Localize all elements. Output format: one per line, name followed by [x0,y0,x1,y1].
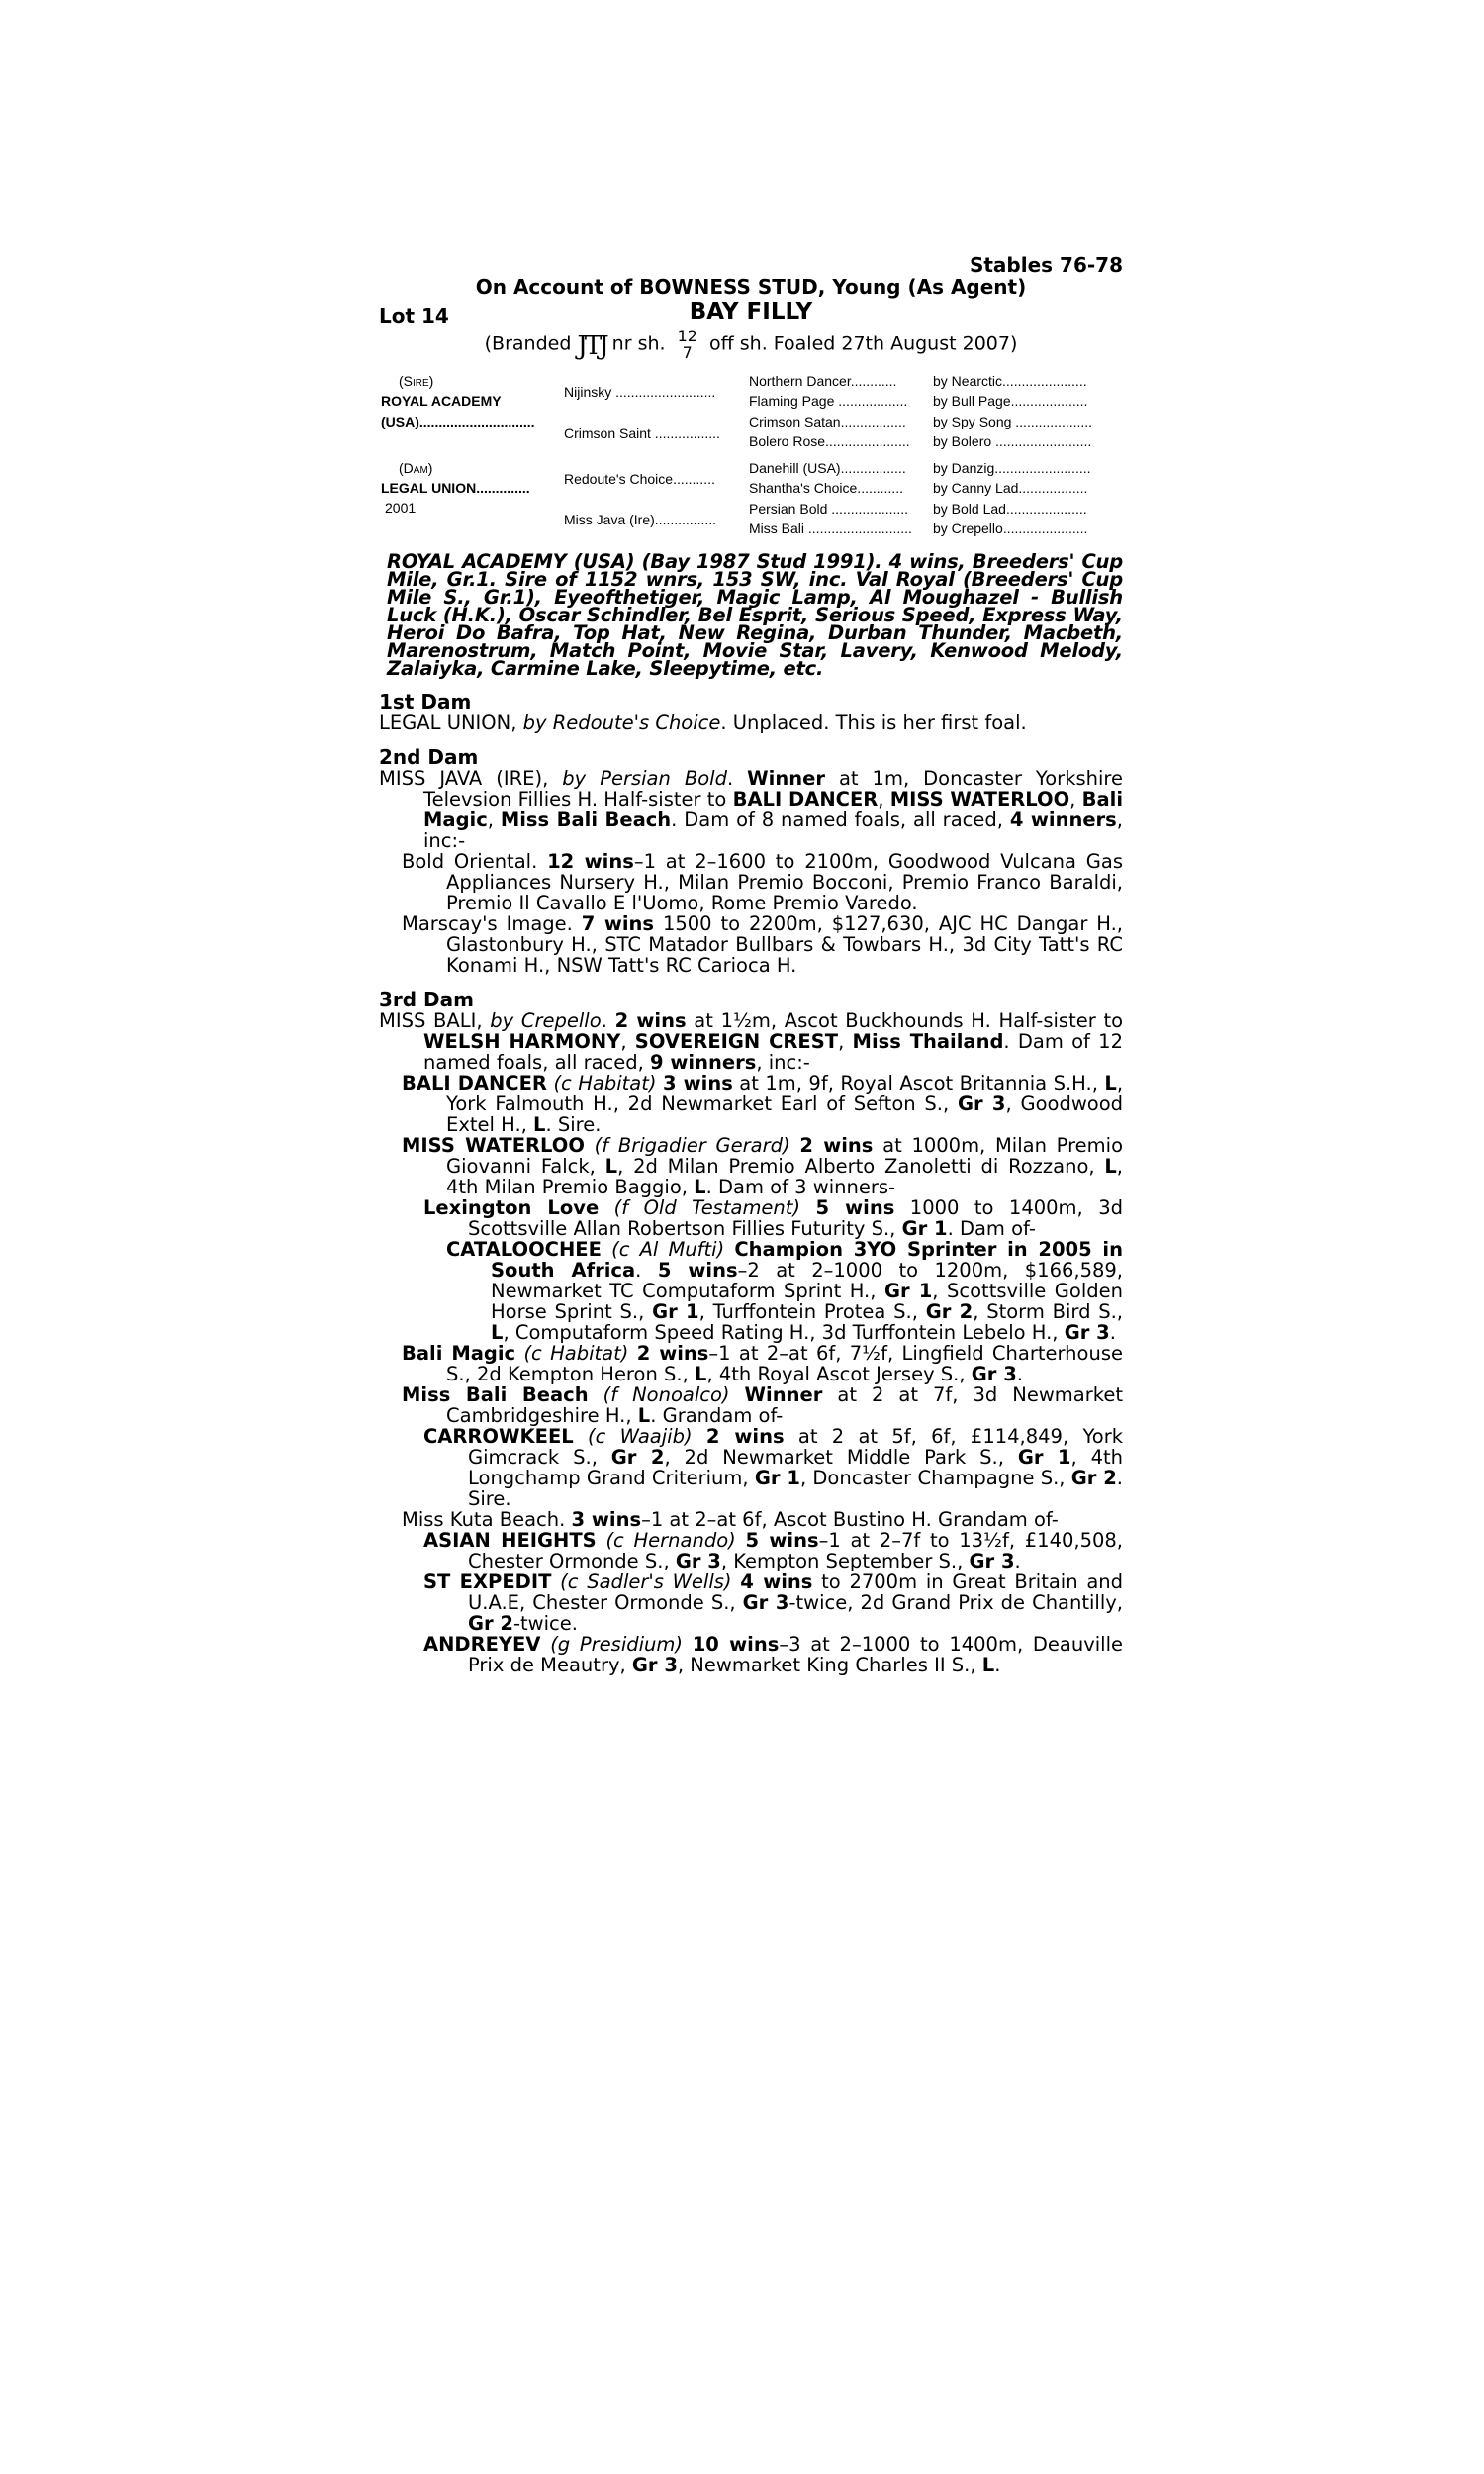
bold-run: WELSH HARMONY [423,1030,621,1053]
bold-run: L [1104,1155,1117,1178]
italic-run: (c Habitat) [523,1342,629,1365]
text-run: , Storm Bird S., [973,1300,1124,1323]
lot-number: Lot 14 [379,304,449,328]
bold-run: BALI DANCER [402,1072,547,1094]
produce-entry [379,1384,1123,1426]
text-run: , [1069,788,1082,810]
text-run: Miss Kuta Beach. [402,1508,572,1531]
text-run: , York Falmouth H., 2d Newmarket Earl of Sefton S., [446,1072,1124,1115]
gen2-item: Crimson Saint ................. [564,426,720,441]
text-run: . [635,1259,658,1282]
text-run [599,1196,613,1219]
text-run: . [1109,1321,1116,1344]
bold-run: CATALOOCHEE [446,1238,602,1261]
text-run: –1 at 2–at 6f, 7½f, Lingfield Charterhouse S., 2d Kempton Heron S., [446,1342,1123,1385]
text-run: , 4th Royal Ascot Jersey S., [706,1363,972,1385]
text-run [724,1238,734,1261]
bold-run: 5 wins [815,1196,895,1219]
brand-mid: nr sh. [611,333,666,355]
text-run: . [1016,1363,1023,1385]
bold-run: Miss Bali Beach [402,1383,589,1406]
bold-run: 2 wins [614,1009,687,1032]
bold-run: Gr 2 [468,1612,513,1635]
produce-entry [379,851,1123,913]
produce-entry [379,1343,1123,1384]
text-run: , inc:- [423,809,1123,852]
sire-review: ROYAL ACADEMY (USA) (Bay 1987 Stud 1991). 4 wins, Breeders' Cup Mile, Gr.1. Sire of 1152 wnrs, 153 SW, inc. Val Royal (Breeders' Cup Mile S., Gr.1), Eyeofthetiger, Magic Lamp, Al Moughazel - Bullish Luck (H.K.), Oscar Schindler, Bel Esprit, Serious Speed, Express Way, Heroi Do Bafra, Top Hat, New Regina, Durban Thunder, Macbeth, Marenostrum, Match Point, Movie Star, Lavery, Kenwood Melody, Zalaiyka, Carmine Lake, Sleepytime, etc. [387,550,1123,680]
gen3-item: Crimson Satan................. [749,414,906,429]
bold-run: ASIAN HEIGHTS [423,1529,597,1552]
produce-entry [379,1509,1123,1530]
pedigree-table [379,369,1123,539]
bold-run: 3 wins [662,1072,733,1094]
catalogue-page [379,255,1123,1675]
produce-entry [379,1530,1123,1571]
text-run: Bold Oriental. [402,850,548,873]
produce-entry [379,1135,1123,1197]
bold-run: 10 wins [692,1633,780,1656]
text-run [551,1570,560,1593]
text-run: 1000 to 1400m, 3d Scottsville Allan Robertson Fillies Futurity S., [468,1196,1123,1240]
text-run: , [487,809,501,831]
bold-run: 5 wins [745,1529,819,1552]
bold-run: Gr 3 [969,1550,1015,1572]
gen4-item: by Canny Lad.................. [933,480,1088,496]
text-run: , [620,1030,635,1053]
text-run: , [878,788,890,810]
bold-run: Champion 3YO Sprinter in 2005 in South Africa [491,1238,1123,1282]
lot-row [379,300,1123,328]
gen4-item: by Bold Lad..................... [933,501,1087,517]
bold-run: Lexington Love [423,1196,600,1219]
text-run [732,1570,741,1593]
text-run: . Dam of 3 winners- [705,1176,896,1198]
sire-label: (Sire) [399,373,434,389]
bold-run: MISS WATERLOO [889,788,1070,810]
bold-run: Winner [744,1383,823,1406]
brand-line [379,328,1123,361]
bold-run: 2 wins [705,1425,785,1448]
bold-run: Gr 2 [1070,1467,1117,1489]
text-run: , 4th Longchamp Grand Criterium, [468,1446,1123,1489]
text-run: 1500 to 2200m, $127,630, AJC HC Dangar H., Glastonbury H., STC Matador Bullbars & Towbars H., 3d City Tatt's RC Konami H., NSW Tatt's RC Carioca H. [446,912,1123,977]
bold-run: Gr 1 [901,1217,948,1240]
dam-name: LEGAL UNION.............. [381,480,530,496]
text-run: . Sire. [468,1467,1123,1510]
produce-entry [379,1571,1123,1634]
stables-label: Stables 76-78 [969,253,1123,277]
text-run: at 2 at 5f, 6f, £114,849, York Gimcrack S., [468,1425,1124,1469]
gen3-item: Danehill (USA)................. [749,460,906,476]
produce-entry [379,1634,1123,1675]
bold-run: Winner [747,767,825,790]
gen3-item: Shantha's Choice............ [749,480,903,496]
bold-run: ST EXPEDIT [423,1570,552,1593]
bold-run: Gr 2 [925,1300,974,1323]
text-run: . Grandam of- [650,1404,784,1427]
third-dam-entry [379,1010,1123,1073]
bold-run: Gr 3 [742,1591,789,1614]
bold-run: MISS WATERLOO [402,1134,585,1157]
gen4-item: by Danzig......................... [933,460,1091,476]
text-run: . [601,1009,615,1032]
bold-run: Bali Magic [402,1342,516,1365]
brand-pre: (Branded [484,333,572,355]
bold-run: BALI DANCER [732,788,879,810]
text-run: , 4th Milan Premio Baggio, [446,1155,1123,1198]
italic-run: by Persian Bold [562,767,727,790]
produce-entry [379,1426,1123,1509]
text-run: Marscay's Image. [402,912,582,935]
text-run: MISS BALI, [379,1009,491,1032]
text-run [730,1383,745,1406]
text-run: , Turffontein Protea S., [698,1300,926,1323]
second-dam-entry [379,768,1123,851]
brand-post: off sh. Foaled 27th August 2007) [709,333,1018,355]
text-run: , Goodwood Extel H., [446,1093,1124,1136]
text-run: , Scottsville Golden Horse Sprint S., [491,1280,1124,1323]
text-run: . Dam of- [947,1217,1036,1240]
text-run: . Dam of 8 named foals, all raced, [671,809,1010,831]
text-run [683,1633,693,1656]
text-run: . Sire. [545,1113,602,1136]
bold-run: L [533,1113,546,1136]
text-run: , Kempton September S., [720,1550,970,1572]
sire-name: ROYAL ACADEMY [381,393,502,409]
text-run [736,1529,746,1552]
text-run: , Doncaster Champagne S., [799,1467,1071,1489]
text-run: at 2 at 7f, 3d Newmarket Cambridgeshire H., [446,1383,1124,1427]
text-run [540,1633,550,1656]
bold-run: Gr 1 [754,1467,800,1489]
bold-run: Gr 3 [1064,1321,1110,1344]
text-run: , 2d Milan Premio Alberto Zanoletti di Rozzano, [617,1155,1105,1178]
text-run [790,1134,800,1157]
bold-run: Miss Bali Beach [500,809,672,831]
bold-run: Gr 3 [957,1093,1006,1115]
bold-run: Gr 2 [610,1446,665,1469]
text-run: –1 at 2–1600 to 2100m, Goodwood Vulcana Gas Appliances Nursery H., Milan Premio Bocconi, Premio Franco Baraldi, Premio Il Cavallo E l'Uomo, Rome Premio Varedo. [446,850,1123,914]
text-run [800,1196,815,1219]
gen3-item: Miss Bali ........................... [749,521,912,536]
first-dam-heading: 1st Dam [379,690,472,714]
text-run: MISS JAVA (IRE), [379,767,563,790]
text-run: . [726,767,748,790]
fraction-denominator: 7 [682,343,693,362]
gen4-item: by Bull Page.................... [933,393,1088,409]
text-run: , Computaform Speed Rating H., 3d Turffontein Lebelo H., [503,1321,1065,1344]
dam-year: 2001 [385,500,417,516]
bold-run: 3 wins [571,1508,642,1531]
text-run: , inc:- [756,1051,810,1074]
text-run: , Newmarket King Charles II S., [677,1654,982,1676]
text-run: –1 at 2–7f to 13½f, £140,508, Chester Ormonde S., [468,1529,1123,1572]
text-run: . [994,1654,1001,1676]
italic-run: (c Sadler's Wells) [560,1570,732,1593]
produce-entry [379,1073,1123,1135]
gen2-item: Miss Java (Ire)................ [564,512,717,527]
text-run [628,1342,636,1365]
bold-run: Gr 1 [652,1300,699,1323]
italic-run: (c Habitat) [553,1072,657,1094]
text-run: -twice. [512,1612,578,1635]
italic-run: (f Old Testament) [613,1196,801,1219]
text-run [574,1425,588,1448]
gen2-item: Nijinsky .......................... [564,384,716,400]
gen4-item: by Bolero ......................... [933,433,1092,449]
text-run: to 2700m in Great Britain and U.A.E, Chester Ormonde S., [468,1570,1124,1614]
text-run: –2 at 2–1000 to 1200m, $166,589, Newmarket TC Computaform Sprint H., [491,1259,1123,1302]
text-run: at 1m, Doncaster Yorkshire Televsion Fillies H. Half-sister to [423,767,1124,810]
gen3-item: Persian Bold .................... [749,501,909,517]
gen4-item: by Crepello...................... [933,521,1088,536]
text-run: , [838,1030,853,1053]
italic-run: (g Presidium) [550,1633,683,1656]
brand-mark-icon: JTJ [577,331,606,361]
bold-run: L [637,1404,651,1427]
bold-run: Gr 3 [675,1550,721,1572]
bold-run: Bali Magic [423,788,1123,831]
bold-run: Gr 1 [1017,1446,1071,1469]
italic-run: (f Brigadier Gerard) [594,1134,790,1157]
bold-run: 2 wins [799,1134,874,1157]
bold-run: 12 wins [547,850,634,873]
bold-run: L [491,1321,504,1344]
bold-run: 2 wins [636,1342,709,1365]
bold-run: L [695,1363,707,1385]
gen3-item: Northern Dancer............ [749,373,897,389]
bold-run: L [604,1155,618,1178]
bold-run: SOVEREIGN CREST [634,1030,839,1053]
text-run [589,1383,603,1406]
text-run: at 1½m, Ascot Buckhounds H. Half-sister to [686,1009,1124,1032]
gen3-item: Flaming Page .................. [749,393,908,409]
text-run: . [1014,1550,1021,1572]
dam-name: LEGAL UNION, [379,712,523,734]
bold-run: 9 winners [650,1051,757,1074]
second-dam-heading: 2nd Dam [379,745,479,769]
fraction-numerator: 12 [677,327,697,345]
text-run: , 2d Newmarket Middle Park S., [664,1446,1018,1469]
dam-sire: by Redoute's Choice [522,712,721,734]
text-run [602,1238,611,1261]
bold-run: 4 winners [1009,809,1117,831]
text-run: -twice, 2d Grand Prix de Chantilly, [788,1591,1124,1614]
italic-run: (c Al Mufti) [611,1238,725,1261]
produce-entry [379,1239,1123,1343]
text-run [597,1529,606,1552]
brand-fraction [678,328,697,361]
bold-run: ANDREYEV [423,1633,541,1656]
produce-entry [379,913,1123,976]
bold-run: CARROWKEEL [423,1425,574,1448]
text-run: at 1000m, Milan Premio Giovanni Falck, [446,1134,1124,1178]
bold-run: 5 wins [657,1259,738,1282]
sire-country: (USA).............................. [381,414,535,429]
italic-run: by Crepello [490,1009,602,1032]
bold-run: 4 wins [740,1570,813,1593]
text-run [693,1425,706,1448]
text-run: at 1m, 9f, Royal Ascot Britannia S.H., [732,1072,1105,1094]
text-run: . Dam of 12 named foals, all raced, [423,1030,1123,1074]
bold-run: 7 wins [581,912,655,935]
italic-run: (f Nonoalco) [603,1383,730,1406]
vendor-line: On Account of BOWNESS STUD, Young (As Agent) [475,275,1027,299]
bold-run: Miss Thailand [852,1030,1004,1053]
bold-run: L [694,1176,706,1198]
dam-record: . Unplaced. This is her first foal. [720,712,1027,734]
gen4-item: by Spy Song .................... [933,414,1093,429]
gen3-item: Bolero Rose...................... [749,433,910,449]
bold-run: Gr 1 [883,1280,933,1302]
text-run: –3 at 2–1000 to 1400m, Deauville Prix de Meautry, [468,1633,1123,1676]
dam-label: (Dam) [399,460,433,476]
bold-run: Gr 3 [971,1363,1017,1385]
gen4-item: by Nearctic...................... [933,373,1087,389]
produce-entry [379,1197,1123,1239]
third-dam-heading: 3rd Dam [379,988,474,1011]
italic-run: (c Waajib) [588,1425,693,1448]
text-run: –1 at 2–at 6f, Ascot Bustino H. Grandam of- [641,1508,1059,1531]
gen2-item: Redoute's Choice........... [564,471,715,487]
first-dam-entry [379,713,1123,733]
bold-run: Gr 3 [631,1654,678,1676]
bold-run: L [1104,1072,1117,1094]
text-run [585,1134,595,1157]
bold-run: L [981,1654,995,1676]
italic-run: (c Hernando) [605,1529,736,1552]
horse-title: BAY FILLY [689,299,813,325]
